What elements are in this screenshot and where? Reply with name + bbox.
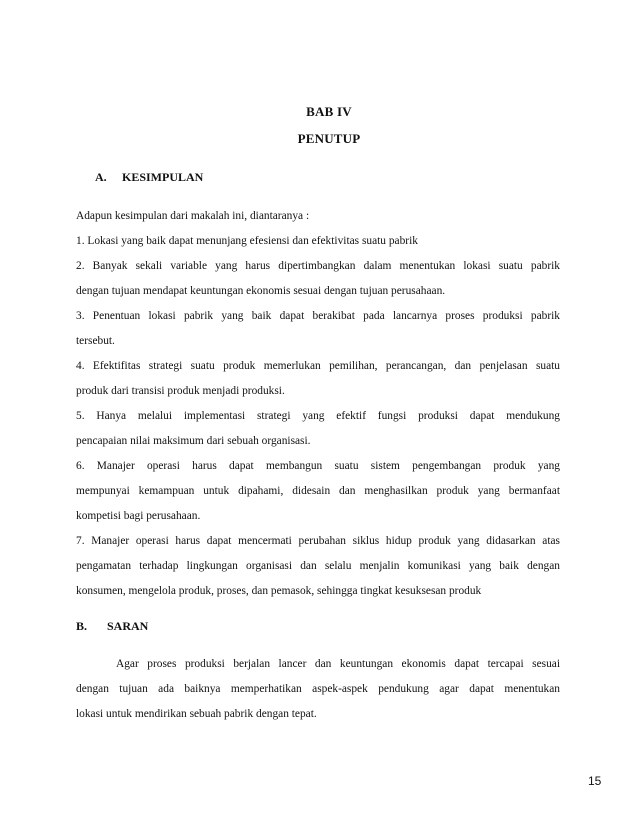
conclusion-line: tersebut. bbox=[76, 335, 115, 347]
section-a-title: KESIMPULAN bbox=[122, 170, 204, 184]
chapter-title: PENUTUP bbox=[297, 131, 361, 146]
conclusion-line: 2. Banyak sekali variable yang harus dipertimbangkan dalam menentukan lokasi suatu pabrik bbox=[76, 260, 560, 272]
conclusion-line: 1. Lokasi yang baik dapat menunjang efesiensi dan efektivitas suatu pabrik bbox=[76, 235, 418, 247]
section-a-marker: A. bbox=[95, 170, 107, 184]
chapter-number: BAB IV bbox=[306, 104, 352, 119]
section-b-marker: B. bbox=[76, 619, 88, 633]
suggestion-line: Agar proses produksi berjalan lancer dan keuntungan ekonomis dapat tercapai sesuai bbox=[116, 658, 560, 670]
suggestion-line: lokasi untuk mendirikan sebuah pabrik dengan tepat. bbox=[76, 708, 317, 720]
suggestion-line: dengan tujuan ada baiknya memperhatikan aspek-aspek pendukung agar dapat menentukan bbox=[76, 683, 560, 695]
section-b-heading bbox=[76, 619, 148, 634]
conclusion-line: produk dari transisi produk menjadi produksi. bbox=[76, 385, 285, 397]
conclusion-line: 5. Hanya melalui implementasi strategi yang efektif fungsi produksi dapat mendukung bbox=[76, 410, 560, 422]
page-number: 15 bbox=[588, 774, 602, 788]
conclusion-line: 7. Manajer operasi harus dapat mencermati perubahan siklus hidup produk yang didasarkan atas bbox=[76, 535, 560, 547]
conclusion-intro: Adapun kesimpulan dari makalah ini, diantaranya : bbox=[76, 210, 310, 222]
conclusion-line: 3. Penentuan lokasi pabrik yang baik dapat berakibat pada lancarnya proses produksi pabrik bbox=[76, 310, 560, 322]
conclusion-line: 4. Efektifitas strategi suatu produk memerlukan pemilihan, perancangan, dan penjelasan suatu bbox=[76, 360, 560, 372]
conclusion-line: dengan tujuan mendapat keuntungan ekonomis sesuai dengan tujuan perusahaan. bbox=[76, 285, 446, 297]
conclusion-line: pengamatan terhadap lingkungan organisasi dan selalu menjalin komunikasi yang baik dengan bbox=[76, 560, 560, 572]
conclusion-line: 6. Manajer operasi harus dapat membangun suatu sistem pengembangan produk yang bbox=[76, 460, 560, 472]
conclusion-line: pencapaian nilai maksimum dari sebuah organisasi. bbox=[76, 435, 311, 447]
section-b-title: SARAN bbox=[107, 619, 149, 633]
conclusion-line: kompetisi bagi perusahaan. bbox=[76, 510, 201, 522]
conclusion-line: mempunyai kemampuan untuk dipahami, didesain dan menghasilkan produk yang bermanfaat bbox=[76, 485, 560, 497]
section-a-heading bbox=[95, 170, 203, 185]
conclusion-line: konsumen, mengelola produk, proses, dan pemasok, sehingga tingkat kesuksesan produk bbox=[76, 585, 482, 597]
